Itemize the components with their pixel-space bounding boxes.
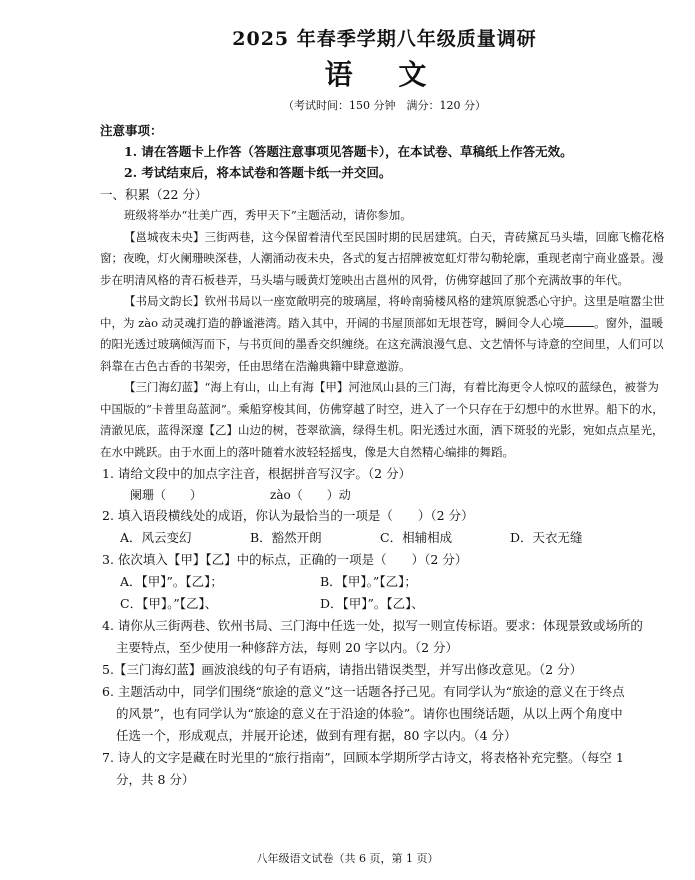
question-2-option-c: C．相辅相成 [380,530,453,545]
question-2-option-a: A．风云变幻 [120,530,192,545]
note-item-2: 2. 考试结束后，将本试卷和答题卡纸一并交回。 [124,165,392,180]
question-6: 6. 主题活动中，同学们围绕“旅途的意义”这一话题各抒己见。有同学认为“旅途的意义在于终点 [102,684,625,699]
question-3-option-d: D．【甲】”。【乙】、 [320,596,424,611]
question-6-continued-1: 的风景”，也有同学认为“旅途的意义在于沿途的体验”。请你也围绕话题，从以上两个角度中 [116,706,623,721]
page-footer: 八年级语文试卷（共 6 页，第 1 页） [256,852,439,865]
question-7-continued: 分，共 8 分） [116,772,195,787]
question-3: 3. 依次填入【甲】【乙】中的标点，正确的一项是（ ）（2 分） [102,552,468,567]
note-item-1: 1. 请在答题卡上作答（答题注意事项见答题卡），在本试卷、草稿纸上作答无效。 [124,144,573,159]
passage-para-2-b: 。窗外，温暖的阳光透过玻璃倾泻而下，与书页间的墨香交织缠绕。在这充满浪漫气息、文艺情怀与诗意的空间里，人们可以斜靠在古色古香的书架旁，任由思绪在浩瀚典籍中肆意遨游。 [100,315,664,373]
question-1: 1. 请给文段中的加点字注音，根据拼音写汉字。（2 分） [102,466,412,481]
section-title: 一、积累（22 分） [100,187,208,202]
question-4-continued: 主要特点，至少使用一种修辞方法，每则 20 字以内。（2 分） [116,640,459,655]
idiom-blank [564,314,594,327]
section-intro: 班级将举办“壮美广西，秀甲天下”主题活动，请你参加。 [124,208,412,222]
notes-title: 注意事项： [100,123,163,138]
exam-title: 2025 年春季学期八年级质量调研 [232,28,537,50]
subject-title: 语 文 [324,58,445,91]
passage-para-1: 【邕城夜未央】三街两巷，这今保留着清代至民国时期的民居建筑。白天，青砖黛瓦马头墙，回廊飞檐花格窗；夜晚，灯火阑珊映深巷，人潮涌动夜未央，各式的复古招牌被宽虹灯带勾勒轮廓，重现老南宁商业盛景。漫步在明清风格的青石板巷弄，马头墙与暖黄灯笼映出古邕州的风骨，仿佛穿越回了那个充满故事的年代。 [100,229,665,287]
question-3-option-c: C．【甲】。”【乙】、 [120,596,218,611]
question-3-options-row-2 [120,593,665,615]
question-1-item-a: 阑珊（ ） [130,488,203,502]
question-5: 5.【三门海幻蓝】画波浪线的句子有语病，请指出错误类型，并写出修改意见。（2 分） [102,662,583,677]
question-4: 4. 请你从三街两巷、钦州书局、三门海中任选一处，拟写一则宣传标语。要求：体现景致或场所的 [102,618,643,633]
question-1-items [130,485,665,505]
question-2-options [120,527,665,549]
question-6-continued-2: 任选一个，形成观点，并展开论述，做到有理有据，80 字以内。（4 分） [116,728,517,743]
passage-para-3: 【三门海幻蓝】“海上有山，山上有海【甲】河池凤山县的三门海，有着比海更令人惊叹的蓝绿色，被誉为中国版的“卡普里岛蓝洞”。乘船穿梭其间，仿佛穿越了时空，进入了一个只存在于幻想中的水世界。船下的水，清澈见底，蓝得深邃【乙】山边的树，苍翠欲滴，绿得生机。阳光透过水面，洒下斑驳的光影，宛如点点星光，在水中跳跃。由于水面上的落叶随着水波轻轻摇曳，像是大自然精心编排的舞蹈。 [100,380,664,459]
question-2-option-b: B．豁然开朗 [250,530,322,545]
question-2-option-d: D．天衣无缝 [510,530,583,545]
question-3-option-b: B．【甲】。”【乙】； [320,574,417,589]
question-3-options-row-1 [120,571,665,593]
passage-para-2-a: 【书局文韵长】钦州书局以一座宽敞明亮的玻璃屋，将岭南骑楼风格的建筑原貌悉心守护。这里是喧嚣尘世中，为 zào 动灵魂打造的静谧港湾。踏入其中，开阔的书屋顶部如无垠苍穹，瞬间令人心境 [100,294,665,330]
question-3-option-a: A．【甲】”。【乙】； [120,574,223,589]
exam-info: （考试时间：150 分钟 满分：120 分） [283,99,486,112]
question-7: 7. 诗人的文字是藏在时光里的“旅行指南”，回顾本学期所学古诗文，将表格补充完整。（每空 1 [102,750,624,765]
question-1-item-b: zào（ ）动 [270,488,351,502]
passage-para-2 [100,291,665,377]
question-2: 2. 填入语段横线处的成语，你认为最恰当的一项是（ ）（2 分） [102,508,474,523]
